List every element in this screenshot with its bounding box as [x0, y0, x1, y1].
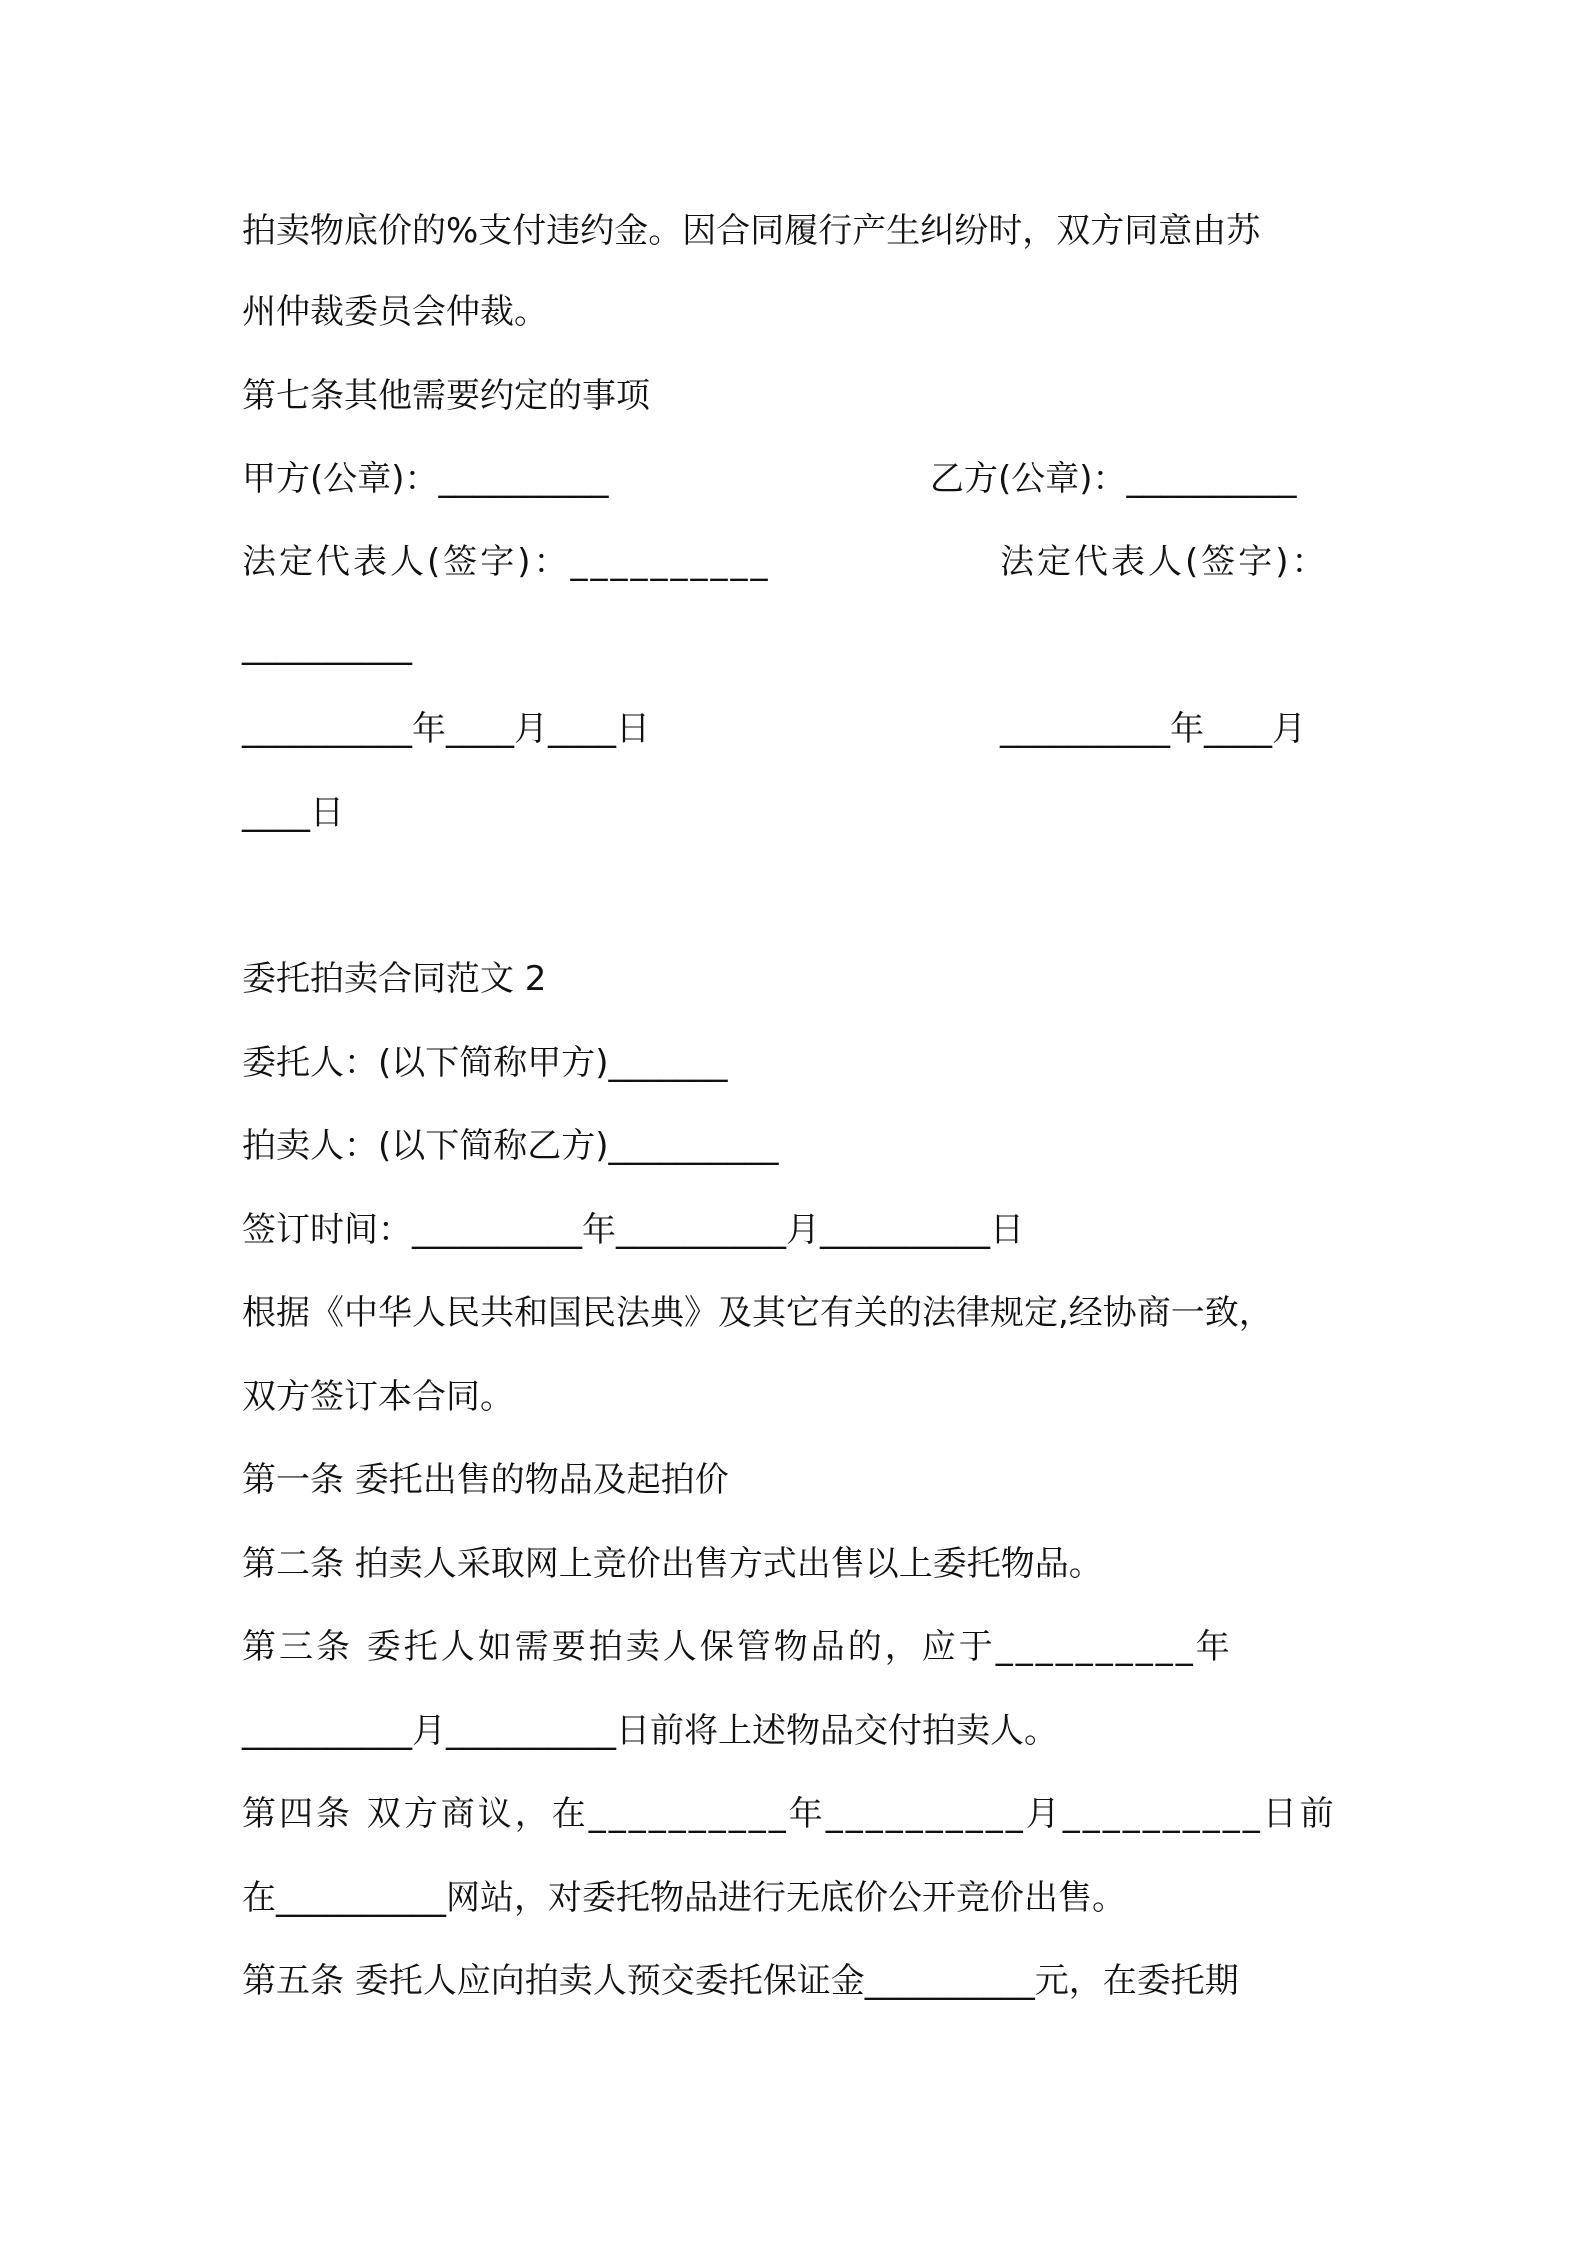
article-5: 第五条 委托人应向拍卖人预交委托保证金__________元，在委托期 [242, 1961, 1239, 2001]
article-3: 第三条 委托人如需要拍卖人保管物品的，应于__________年 [242, 1627, 1233, 1667]
date-a: __________年____月____日 [242, 709, 650, 749]
text-line: 拍卖物底价的%支付违约金。因合同履行产生纠纷时，双方同意由苏 [242, 211, 1261, 251]
text-line: 州仲裁委员会仲裁。 [242, 292, 548, 332]
principal-line: 委托人：(以下简称甲方)_______ [242, 1043, 728, 1083]
legal-rep-b: 法定代表人(签字)： [1000, 542, 1329, 582]
legal-rep-a: 法定代表人(签字)：__________ [242, 542, 771, 582]
legal-rep-b-blank: __________ [242, 626, 412, 666]
section-title: 委托拍卖合同范文 2 [242, 959, 547, 999]
auctioneer-line: 拍卖人：(以下简称乙方)__________ [242, 1126, 779, 1166]
legal-basis-line: 双方签订本合同。 [242, 1377, 514, 1417]
legal-basis-line: 根据《中华人民共和国民法典》及其它有关的法律规定,经协商一致， [242, 1293, 1273, 1333]
party-a-seal: 甲方(公章)：__________ [242, 459, 609, 499]
article-2: 第二条 拍卖人采取网上竞价出售方式出售以上委托物品。 [242, 1544, 1103, 1584]
article-7-heading: 第七条其他需要约定的事项 [242, 376, 650, 416]
party-b-seal: 乙方(公章)：__________ [930, 459, 1297, 499]
signing-time-line: 签订时间：__________年__________月__________日 [242, 1210, 1024, 1250]
date-b: __________年____月 [1000, 709, 1306, 749]
article-1: 第一条 委托出售的物品及起拍价 [242, 1460, 729, 1500]
article-4: 第四条 双方商议，在__________年__________月__________日前 [242, 1794, 1337, 1834]
article-4-cont: 在__________网站，对委托物品进行无底价公开竞价出售。 [242, 1878, 1126, 1918]
date-b-day: ____日 [242, 793, 344, 833]
article-3-cont: __________月__________日前将上述物品交付拍卖人。 [242, 1711, 1058, 1751]
